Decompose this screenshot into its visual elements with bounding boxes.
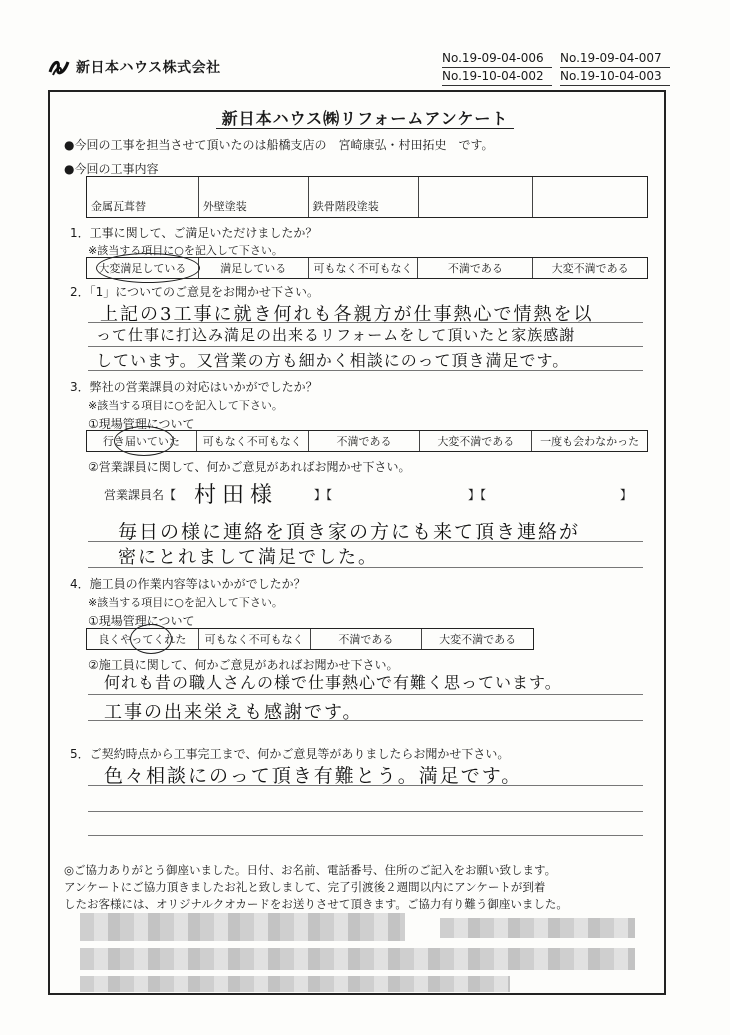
staff-bracket: 】【 xyxy=(468,488,487,502)
q3-sub1: ①現場管理について xyxy=(88,417,195,431)
company-logo xyxy=(48,56,221,78)
redacted-name xyxy=(80,913,405,941)
q1-option[interactable]: 可もなく不可もなく xyxy=(308,258,418,278)
q4-sub1: ①現場管理について xyxy=(88,614,195,628)
q4-option[interactable]: 可もなく不可もなく xyxy=(198,629,310,649)
footer-line: したお客様には、オリジナルクオカードをお送りさせて頂きます。ご協力有り難う御座いました。 xyxy=(64,897,568,911)
doc-number: No.19-10-04-002 xyxy=(442,68,552,86)
q3-option[interactable]: 大変不満である xyxy=(419,431,531,451)
q2-answer-line: しています。又営業の方も細かく相談にのって頂き満足です。 xyxy=(96,351,570,370)
works-cell xyxy=(418,177,533,217)
survey-title xyxy=(0,106,730,129)
works-cell xyxy=(532,177,647,217)
q5-answer-line: 色々相談にのって頂き有難とう。満足です。 xyxy=(104,765,523,787)
redacted-date xyxy=(440,918,635,938)
staff-bracket: 】 xyxy=(620,488,633,502)
footer-notes xyxy=(64,862,568,913)
q3-option[interactable]: 可もなく不可もなく xyxy=(196,431,308,451)
intro-text: ●今回の工事を担当させて頂いたのは船橋支店の 宮崎康弘・村田拓史 です。 xyxy=(64,138,494,152)
q4-question: 4．施工員の作業内容等はいかがでしたか？ xyxy=(70,577,306,591)
q3-option[interactable]: 一度も会わなかった xyxy=(531,431,647,451)
company-name: 新日本ハウス株式会社 xyxy=(76,60,221,76)
q3-selection-circle xyxy=(114,426,174,456)
staff-label: 営業課員名【 xyxy=(104,488,177,502)
footer-line: ◎ご協力ありがとう御座いました。日付、お名前、電話番号、住所のご記入をお願い致します。 xyxy=(64,863,557,877)
q4-option[interactable]: 不満である xyxy=(310,629,422,649)
footer-line: アンケートにご協力頂きましたお礼と致しまして、完了引渡後２週間以内にアンケートが到着 xyxy=(64,880,546,894)
works-cell: 鉄骨階段塗装 xyxy=(308,177,418,217)
q4-answer-line: 何れも昔の職人さんの様で仕事熱心で有難く思っています。 xyxy=(104,673,562,692)
q1-option[interactable]: 大変不満である xyxy=(532,258,647,278)
q3-answer-line: 毎日の様に連絡を頂き家の方にも来て頂き連絡が xyxy=(118,521,581,543)
q4-option[interactable]: 大変不満である xyxy=(421,629,533,649)
q4-sub2: ②施工員に関して、何かご意見があればお聞かせ下さい。 xyxy=(88,658,399,672)
q1-option[interactable]: 不満である xyxy=(417,258,532,278)
q1-note: ※該当する項目に○を記入して下さい。 xyxy=(88,244,283,257)
q4-selection-circle xyxy=(130,624,172,654)
works-table xyxy=(86,176,648,218)
redacted-phone xyxy=(80,976,510,992)
staff-bracket: 】【 xyxy=(314,488,333,502)
survey-title-text: 新日本ハウス㈱リフォームアンケート xyxy=(216,109,515,129)
works-cell: 外壁塗装 xyxy=(198,177,308,217)
company-logo-icon xyxy=(48,56,70,78)
q3-note: ※該当する項目に○を記入して下さい。 xyxy=(88,399,283,412)
q1-option[interactable]: 大変満足している xyxy=(98,262,187,275)
q1-question: 1．工事に関して、ご満足いただけましたか？ xyxy=(70,226,318,240)
q3-sub2: ②営業課員に関して、何かご意見があればお聞かせ下さい。 xyxy=(88,460,411,474)
staff-name: 村田様 xyxy=(194,483,279,508)
document-numbers xyxy=(442,50,670,86)
doc-number: No.19-09-04-007 xyxy=(560,50,670,68)
q2-answer-line: 上記の3工事に就き何れも各親方が仕事熱心で情熱を以 xyxy=(100,304,594,325)
doc-number: No.19-09-04-006 xyxy=(442,50,552,68)
q2-question: 2．「1」についてのご意見をお聞かせ下さい。 xyxy=(70,285,320,299)
works-heading: ●今回の工事内容 xyxy=(64,162,159,176)
q3-option[interactable]: 行き届いていた xyxy=(102,435,180,448)
q3-option[interactable]: 不満である xyxy=(308,431,420,451)
answer-rule xyxy=(88,835,643,836)
q3-answer-line: 密にとれまして満足でした。 xyxy=(118,547,378,568)
q4-note: ※該当する項目に○を記入して下さい。 xyxy=(88,596,283,609)
q2-answer-line: って仕事に打込み満足の出来るリフォームをして頂いたと家族感謝 xyxy=(96,326,576,344)
redacted-address xyxy=(80,948,635,970)
answer-rule xyxy=(88,694,643,695)
doc-number: No.19-10-04-003 xyxy=(560,68,670,86)
q4-answer-line: 工事の出来栄えも感謝です。 xyxy=(104,702,363,723)
q5-question: 5．ご契約時点から工事完工まで、何かご意見等がありましたらお聞かせ下さい。 xyxy=(70,747,510,761)
answer-rule xyxy=(88,811,643,812)
q4-option[interactable]: 良くやってくれた xyxy=(98,633,187,646)
q1-option[interactable]: 満足している xyxy=(198,258,308,278)
q3-question: 3．弊社の営業課員の対応はいかがでしたか？ xyxy=(70,380,318,394)
answer-rule xyxy=(88,346,643,347)
q1-selection-circle xyxy=(96,253,200,283)
works-cell: 金属瓦葺替 xyxy=(91,200,146,213)
